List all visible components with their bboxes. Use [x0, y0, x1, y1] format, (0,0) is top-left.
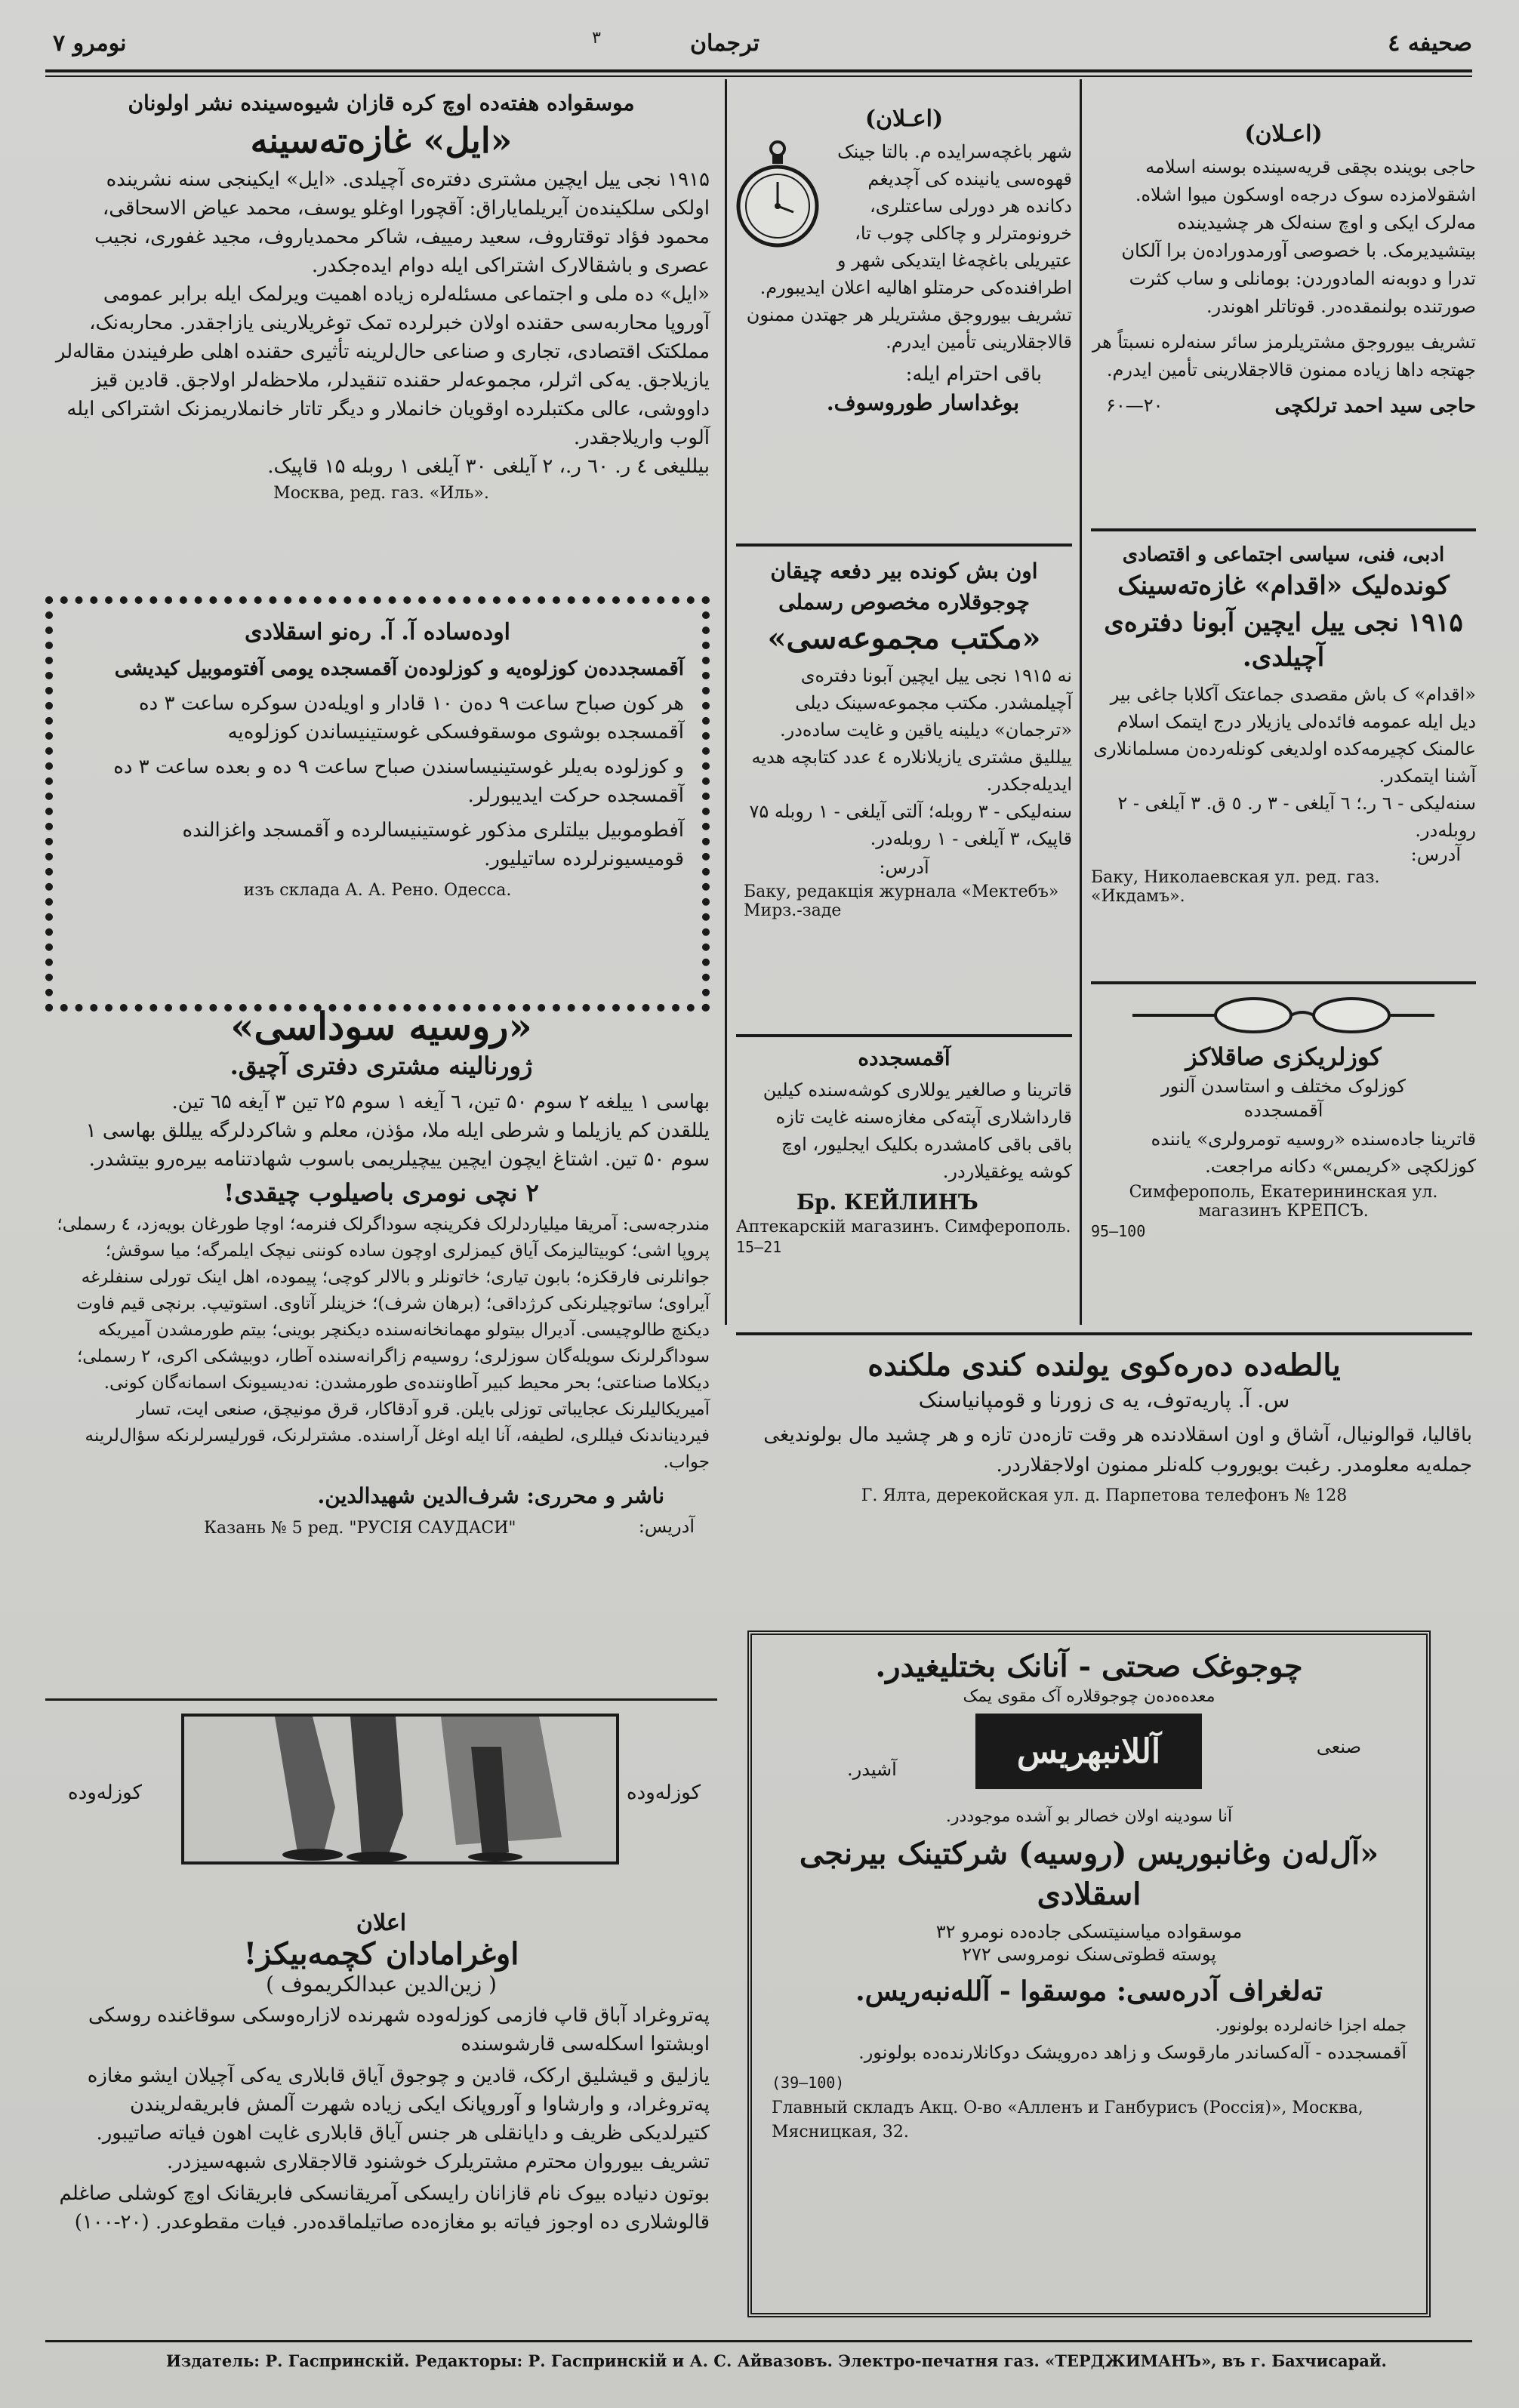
glasses-shop-sub: کوزلوک مختلف و استاسدن آلنور [1161, 1076, 1406, 1097]
russia-subtitle: ژورنالینه مشتری دفتری آچیق. [230, 1052, 533, 1080]
glasses-shop-ru-1: Симферополь, Екатерининская ул. [1129, 1183, 1438, 1202]
iqdam-ad [1091, 543, 1476, 906]
auto-ad-line-1: آقمسجدده‌ن کوزلوه‌یه و کوزلوده‌ن آقمسجده یومی آفتوموبیل کیدیشی [114, 657, 684, 680]
maktab-paragraph: نه ۱۹۱۵ نجی ییل ایچین آبونا دفتره‌ی آچیلمشدر. مکتب مجموعه‌سینک دیلی «ترجمان» دیلینه یاقین و غایت ساده‌در. ییللیق مشتری یازیلانلاره ٤ عدد کتابچه هدیه ایدیله‌جکدر. [751, 665, 1072, 795]
keylin-title: آقمسجدده [858, 1045, 951, 1070]
iqdam-title: ۱۹۱۵ نجی ییل ایچین آبونا دفتره‌ی آچیلدی. [1104, 608, 1463, 673]
allenburys-ad-box [747, 1630, 1431, 2317]
newspaper-title: ترجمان [690, 30, 760, 57]
shoe-paragraph-3: بوتون دنیاده بیوک نام قازانان رایسکی آمریقانسکی فابریقانک اوچ کوشلی صاغلم قالوشلاری ده اوجوز فیاته بو مغازەده صاتیلماقده‌در. فیات مقطوعدر. (۲۰-۱۰۰) [59, 2182, 710, 2234]
iqdam-paragraph: «اقدام» ک باش مقصدی جماعتک آکلابا جاغی بیر دیل ایله عمومه فائدەلی یازیلار درج ایتمک اسلام عالمنک کچیرمه‌کده اولدیغی کونلەرده‌ن مسلمانلاری آشنا ایتمکدر. [1093, 684, 1476, 787]
keylin-tag: 15—21 [736, 1238, 782, 1256]
iqdam-intro: ادبی، فنی، سیاسی اجتماعی و اقتصادی [1122, 543, 1445, 566]
shoe-label-right: کوزله‌وده [627, 1781, 701, 1804]
auto-ad-title: اودەساده آ. آ. رەنو اسقلادی [244, 619, 511, 645]
haji-paragraph-2: تشریف بیوروجق مشتریلرمز سائر سنه‌لره نسبتاً هر جهتجه داها زیاده ممنون قالاجقلارینی تأمین ایدرم. [1092, 331, 1476, 380]
haji-ad [1091, 121, 1476, 425]
col2-rule-2 [736, 1034, 1072, 1037]
pocket-watch-icon [736, 138, 819, 251]
glasses-shop-sub-2: آقمسجدده [1243, 1100, 1323, 1121]
allen-telegraph: تەلغراف آدرەسی: موسقوا - آللەنبەریس. [855, 1975, 1323, 2007]
col3-rule-2 [1091, 981, 1476, 984]
auto-ad-line-2: هر کون صباح ساعت ۹ دەن ۱۰ قادار و اویلەدن سوکره ساعت ۳ ده آقمسجده بوشوی موسقوفسکی غوستینیساندن کوزلوەیه [139, 692, 684, 744]
il-paragraph-1: ۱۹۱۵ نجی ییل ایچین مشتری دفتره‌ی آچیلدی. «ایل» ایکینجی سنه نشرینده اولکی سلکینده‌ن آیریلمایاراق: آقچورا اوغلو یوسف، محمد عیاض الاسحاقی، محمود فؤاد توقتاروف، سعید رمییف، شاکر محمدیاروف، مجید غفوری، نجیب عصری و باشقالارک اشتراکی ایله دوام ایده‌جکدر. [94, 168, 710, 277]
shoe-announce: اعلان [356, 1910, 407, 1936]
col3-rule-1 [1091, 528, 1476, 531]
yalta-address: Г. Ялта, дерекойская ул. д. Парпетова телефонъ № 128 [861, 1486, 1348, 1505]
shoe-label-left: کوزله‌وده [68, 1781, 142, 1804]
footer-rule [45, 2340, 1472, 2342]
allen-paragraph-1: جمله اجزا خانه‌لرده بولونور. [1215, 2016, 1407, 2035]
allen-address-2: پوسته قطوتی‌سنک نومرو‌سی ۲۷۲ [962, 1944, 1216, 1965]
russia-discount: یللقدن کم یازیلما و شرطی ایله ملا، مؤذن، معلم و شاکردلرگه ییللق بهاسی ۱ سوم ۵۰ تین. اشتاغ ایچون ایچین ییچیلریمی باسوب شهادتنامه بیره‌رو بیتشدر. [85, 1119, 710, 1171]
allen-address-1: موسقوادە میاسنیتسکی جادەده نومرو ۳۲ [935, 1921, 1243, 1942]
column-rule-2 [1080, 79, 1082, 1325]
yalta-paragraph: باقالیا، قوالونیال، آشاق و اون اسقلادنده هر وقت تازه‌دن تازه و هر چشید مال بولوندیغی جمله‌یه معلومدر. رغبت بویوروب کله‌نلر ممنون اولاجقلاردر. [763, 1424, 1472, 1477]
spectacles-icon [1125, 993, 1442, 1038]
col2-rule-1 [736, 543, 1072, 547]
keylin-paragraph: قاترینا و صالغیر یوللاری کوشه‌سنده کیلین قارداشلاری آپتەکی مغازەسنه غایت تازه باقی باقی کامشدره بکلیک ایجلیور، اوچ کوشه یوغقیلاردر. [763, 1079, 1072, 1182]
page-number: صحیفه ٤ [1388, 30, 1472, 57]
allen-company: «آل‌لەن وغانبوریس (روسیه) شرکتینک بیرنجی اسقلادی [799, 1836, 1379, 1912]
watch-paragraph-2: تشریف بیوروجق مشتریلر هر جهتدن ممنون قالاجقلارینی تأمین ایدرم. [746, 304, 1072, 353]
glasses-shop-ad [1091, 993, 1476, 1240]
watch-paragraph-1: شهر باغچه‌سرایده م. بالتا جینک قهوه‌سی یانینده کی آچدیغم دکانده هر دورلی ساعتلری، خرونومترلر و چاکلی چوب تا، عتیریلی باغچه‌غا ایتدیکی شهر و اطرافنده‌کی حرمتلو اهالیه اعلان ایدیبورم. [760, 141, 1072, 298]
maktab-intro-2: چوجوقلاره مخصوص رسملی [778, 590, 1030, 614]
column-rule-1 [725, 79, 727, 1325]
il-price: بیللیغی ٤ ر. ٦۰ ر.، ۲ آیلغی ۳۰ آیلغی ۱ روبله ۱۵ قاپیک. [267, 455, 710, 478]
keylin-ad [736, 1045, 1072, 1256]
shoe-merchant-name: ( زین‌الدین عبدالکریموف ) [266, 1972, 497, 1997]
maktab-address: Баку, редакція журнала «Мектебъ» Мирз.-заде [744, 882, 1059, 920]
yalta-ad [736, 1347, 1472, 1505]
folio: ۳ [592, 29, 601, 48]
maktab-ad [736, 559, 1072, 920]
allen-title: چوجوغک صحتی - آنانک بختلیغیدر. [875, 1649, 1303, 1684]
shoe-illustration [181, 1714, 619, 1865]
russia-issue-2: ۲ نچی نومری باصیلوب چیقدی! [223, 1178, 539, 1207]
cols23-divider [736, 1332, 1472, 1335]
il-address: Москва, ред. газ. «Иль». [273, 484, 489, 503]
auto-ad-line-4: آفطوموبیل بیلتلری مذکور غوستینیسالرده و آقمسجد واغزالنده قومیسیونرلرده ساتیلیور. [182, 819, 684, 870]
keylin-shop: Аптекарскій магазинъ. Симферополь. [736, 1218, 1071, 1236]
russia-address-row [53, 1516, 710, 1546]
russia-publisher: ناشر و محرری: شرف‌الدین شهیدالدین. [317, 1483, 664, 1508]
allenburys-logo: آللانبهریس [975, 1714, 1202, 1789]
il-paragraph-2: «ایل» ده ملی و اجتماعی مسئله‌لره زیاده اهمیت ویرلمک ایله برابر عمومی آوروپا محاربه‌سی حقنده اولان خبرلرده تمک توغریلارینی یازاجقدر. محاربه‌نک، مملکتک اقتصادی، تجاری و صناعی حال‌لرینه تأثیری حقنده اهلی طرفیندن مقاله‌لر یازیلاجق. یه‌کی اثرلر، مجموعه‌لر حقنده تنقیدلر، ملاحظه‌لر اولاجق. قادین قیز داووشی، عالی مکتبلرده اوقویان خانملار و دیگر تاتار خانملاریمزنک اشتراکی ایله آلوب واریلاجقدر. [55, 283, 710, 449]
haji-tag: ۲۰—۶۰ [1106, 395, 1163, 416]
russia-contents: مندرجه‌سی: آمریقا میلیاردلرلک فکرینچه سوداگرلک فنرمه؛ اوچا طورغان بویه‌زد، ٤ رسملی؛ پروپا اشی؛ کوبیتالیزمک آیاق کیمزلری اوچون ساده کوننی نیچک ایلمرگه؛ میا سوقش؛ جوانلرنی فارقکزه؛ بابون تیاری؛ خاتونلر و بالالر کوچی؛ پیموده، اهل اینک تورلی سنفلرغه آیراوی؛ ساتوچیلرنکی کرژداقی؛ (برهان شرف)؛ خزینلر آتاوی. استوتیپ. برنچی قیم فاوت دیکنچ طالوچیسی. آدیرال بیتولو مهمانخانه‌سنده دیکنچر بوینی؛ بیتم طورمشدن آمیریکه سوداگرلرنک سویله‌گان سوزلری؛ روسیه‌م زاگرانه‌سنده آطار، دوبیشکی اکری، ۲ رسملی؛ دیکلاما صناعتی؛ بحر محیط کبیر آطاوننده‌ی طورمشدن: نەدیسیونک اسمانەگان کونی. آمیریکالیلرنک عجایباتی توزلی بایلن. قرو آدقاکار، قرق مونیچق، صنعی ایت، تسار فیردیناندنک فیللری، لطیفه، آنا ایله اوغل آراسنده. مشترلرنک، قورلیسرلرنکه سؤال‌لرینه جواب. [57, 1215, 710, 1472]
allen-right-word: صنعی [1316, 1736, 1361, 1757]
russia-address: Казань № 5 ред. "РУСІЯ САУДАСИ" [204, 1519, 516, 1538]
col1-divider [45, 1698, 717, 1701]
issue-number: نومرو ۷ [53, 30, 127, 57]
glasses-shop-title: کوزلریکزی صاقلاکز [1185, 1042, 1382, 1071]
shoe-headline: اوغرامادان کچمه‌بیکز! [243, 1936, 519, 1972]
glasses-shop-paragraph: قاترینا جادەسنده «روسیه تومرولری» یاننده کوزلکچی «کریمس» دکانه مراجعت. [1151, 1129, 1476, 1177]
auto-ad-box [45, 596, 710, 1012]
yalta-title: یالطه‌ده دەره‌کوی یولنده کندی ملکنده [867, 1347, 1341, 1383]
header-rule [45, 69, 1472, 72]
iqdam-address-label: آدرس: [1410, 844, 1461, 865]
haji-title: (اعـلان) [1244, 121, 1323, 147]
allen-tag: (39—100) [772, 2074, 845, 2092]
maktab-price: سنه‌لیکی - ۳ روبله؛ آلتی آیلغی - ۱ روبله ۷۵ قاپیک، ۳ آیلغی - ۱ روبله‌در. [749, 801, 1072, 849]
yalta-subtitle: س. آ. پاریه‌توف، یه ی زورنا و قومپانیاسنک [918, 1387, 1290, 1412]
maktab-address-label: آدرس: [879, 857, 929, 878]
watch-title: (اعـلان) [864, 106, 944, 132]
russia-price: بهاسی ۱ ییلغه ۲ سوم ۵۰ تین، ٦ آیغه ۱ سوم ۲۵ تین ۳ آیغه ٦۵ تین. [171, 1091, 710, 1113]
watch-signature: بوغداسار طوروسوف. [826, 390, 1019, 415]
keylin-signature: Бр. КЕЙЛИНЪ [796, 1190, 978, 1215]
watch-ad [736, 106, 1072, 415]
header-rule-thin [45, 75, 1472, 77]
allen-ru-address: Главный складъ Акц. О-во «Алленъ и Ганбурисъ (Россія)», Москва, Мясницкая, 32. [772, 2099, 1363, 2142]
allen-mid: آنا سودینه اولان خصالر بو آشده موجوددر. [945, 1807, 1233, 1826]
allen-sub: معده‌ه‌ده‌ن چوجوقلاره آک مقوی یمک [963, 1687, 1216, 1706]
iqdam-intro-2: کونده‌لیک «اقدام» غازه‌ته‌سینک [1117, 571, 1450, 601]
shoe-shop-ad [53, 1910, 710, 2237]
allen-left-word: آشیدر. [847, 1759, 897, 1780]
russia-address-label: آدریس: [638, 1516, 695, 1537]
haji-paragraph-1: حاجی بوینده بچقی قریه‌سینده بوسنه اسلامه اشقولامزده سوک درجه‌ه اوسکون میوا اشلاه. مەلرک ایکی و اوچ سنه‌لک هر چشیدینده بیتشیدیرمک. با خصوصی آورمدوراده‌ن برا آلکان تدرا و دوبه‌نه المادوردن: بومانلی و ساب کثرت صورتنده بولنمقده‌در. قوتاتلر اهوندر. [1121, 156, 1476, 317]
maktab-intro: اون بش کونده بیر دفعه چیقان [770, 559, 1038, 584]
iqdam-price: سنەلیکی - ٦ ر.؛ ٦ آیلغی - ۳ ر. ٥ ق. ۳ آیلغی - ۲ روبله‌در. [1117, 793, 1476, 841]
maktab-title: «مکتب مجموعه‌سی» [767, 620, 1041, 656]
shoe-paragraph-1: پەتروغراد آباق قاپ فازمی کوزلەوده شهرنده لازارەوسکی سوقاغنده روسکی اوبشتوا اسکلەسی قارشوسنده [88, 2004, 710, 2055]
russia-title: «روسیه سوداسی» [230, 1004, 532, 1048]
allen-paragraph-2: آقمسجدده - آله‌کساندر مارقوسک و زاهد دەرویشک دو‌کانلارنده‌ده بولونور. [858, 2042, 1407, 2063]
auto-ad-line-3: و کوزلوده بەیلر غوستینیساسندن صباح ساعت ۹ ده و بعده ساعت ۳ ده آقمسجده حرکت ایدیبورلر. [113, 756, 684, 807]
il-title: «ایل» غازه‌ته‌سینه [250, 120, 513, 161]
il-intro: موسقواده هفته‌ده ا‌وچ کره قازان شیوه‌سینده نشر اولونان [128, 91, 635, 115]
iqdam-address: Баку, Николаевская ул. ред. газ. «Икдамъ». [1091, 868, 1380, 906]
glasses-shop-ru-2: магазинъ КРЕПСЪ. [1198, 1202, 1369, 1221]
watch-regards: باقی احترام ایله: [905, 363, 1042, 386]
auto-ad-footer: изъ склада А. А. Рено. Одесса. [243, 881, 512, 900]
glasses-shop-tag: 95—100 [1091, 1222, 1146, 1240]
legs-illustration-icon [184, 1717, 616, 1861]
il-gazette-ad [53, 91, 710, 503]
haji-signature: حاجی سید احمد ترلکچی [1274, 395, 1476, 417]
shoe-paragraph-2: یازلیق و قیشلیق ارکک، قادین و چوجوق آیاق قابلاری یەکی آچیلان ایشو مغازه پەتروغراد، و وارشاوا و آوروپانک ایکی زیاده شهرت آلمش فابریقەلریندن کتیرلدیکی ظریف و دایانقلی هر جنس آیاق قابلاری غایت اهون فیاته صاتیبور. تشریف بیوروان محترم مشتریلرک خوشنود قالاجقلاری شبهه‌سیزدر. [87, 2065, 710, 2173]
russia-saudasi-ad [53, 1004, 710, 1546]
imprint: Издатель: Р. Гаспринскій. Редакторы: Р. Гаспринскій и А. С. Айвазовъ. Электро-печатня газ. «ТЕРДЖИМАНЪ», въ г. Бахчисарай. [166, 2351, 1387, 2370]
